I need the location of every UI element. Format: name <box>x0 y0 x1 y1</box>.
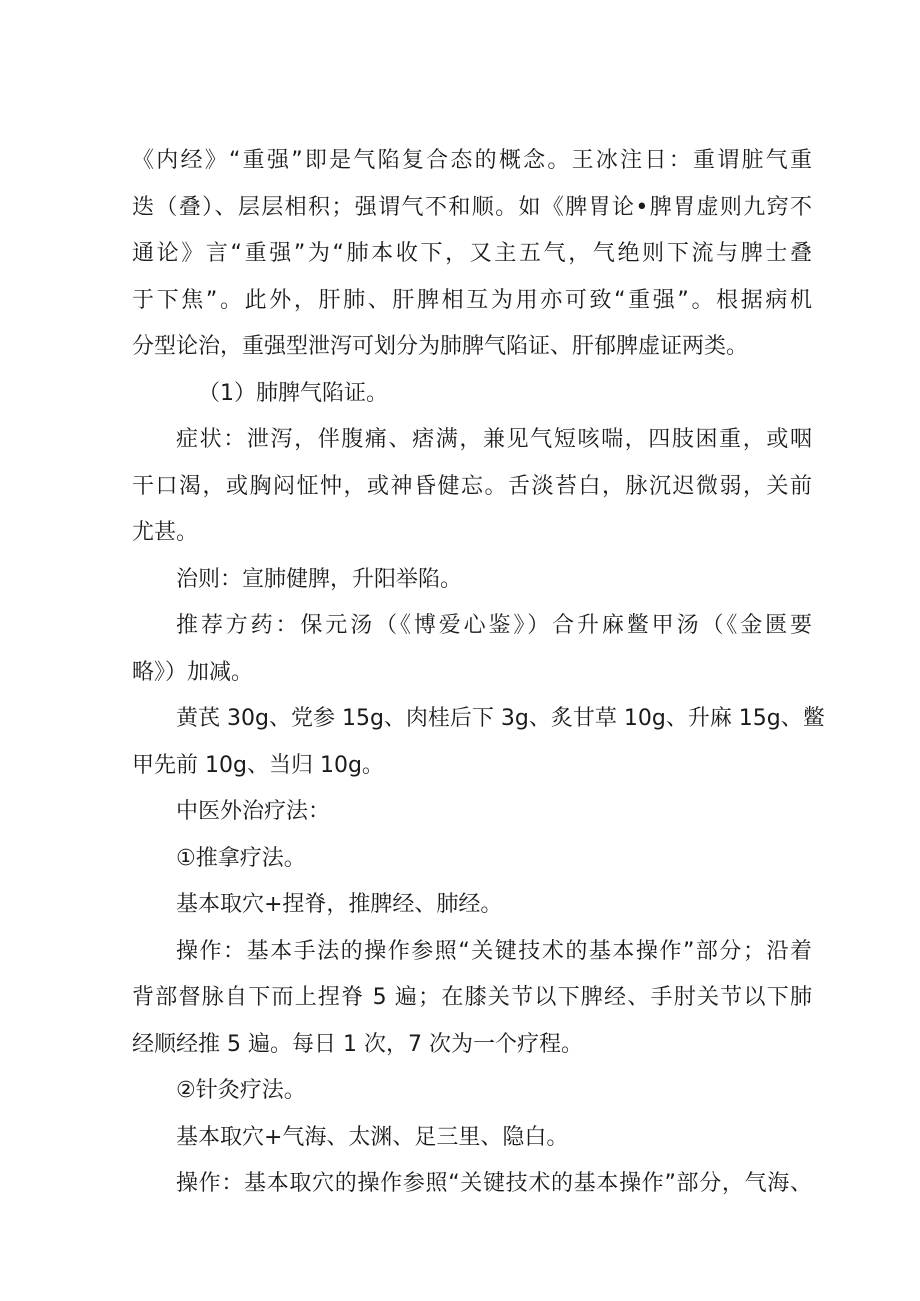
text-line: （1）肺脾气陷证。 <box>198 380 388 406</box>
text-line: 治则：宣肺健脾，升阳举陷。 <box>176 566 463 592</box>
section-heading <box>132 371 812 418</box>
paragraph-symptoms <box>132 417 812 557</box>
text-line: 推荐方药：保元汤（《博爱心鉴》）合升麻鳖甲汤（《金匮要 <box>176 613 812 638</box>
paragraph-massage-points <box>132 882 812 929</box>
text-line: 症状：泄泻，伴腹痛、痞满，兼见气短咳喘，四肢困重，或咽 <box>176 427 812 452</box>
text-line: 通论》言“重强”为“肺本收下，又主五气，气绝则下流与脾士叠 <box>132 241 812 266</box>
paragraph-massage-operation <box>132 929 812 1069</box>
text-line: 背部督脉自下而上捏脊 5 遍；在膝关节以下脾经、手肘关节以下肺 <box>132 985 812 1010</box>
paragraph-herbs <box>132 696 825 789</box>
text-line: 尤甚。 <box>132 520 199 545</box>
text-line: 操作：基本手法的操作参照“关键技术的基本操作”部分；沿着 <box>176 938 812 964</box>
paragraph-acupuncture-points <box>132 1115 812 1162</box>
text-line: ②针灸疗法。 <box>176 1078 306 1103</box>
text-line: 干口渴，或胸闷怔忡，或神昏健忘。舌淡苔白，脉沉迟微弱，关前 <box>132 473 812 499</box>
text-line: 甲先前 10g、当归 10g。 <box>132 752 384 778</box>
text-line: 分型论治，重强型泄泻可划分为肺脾气陷证、肝郁脾虚证两类。 <box>132 334 749 359</box>
paragraph-principle <box>132 557 812 604</box>
paragraph-acupuncture-title <box>132 1068 812 1115</box>
paragraph-external-title <box>132 789 812 836</box>
text-line: 操作：基本取穴的操作参照“关键技术的基本操作”部分，气海、 <box>176 1171 812 1196</box>
paragraph-formula <box>132 603 812 696</box>
paragraph-intro <box>132 138 812 371</box>
document-body <box>132 138 825 1208</box>
text-line: 中医外治疗法： <box>176 799 331 824</box>
text-line: 基本取穴+捏脊，推脾经、肺经。 <box>176 892 503 917</box>
text-line: 略》）加减。 <box>132 659 254 685</box>
text-line: 经顺经推 5 遍。每日 1 次，7 次为一个疗程。 <box>132 1031 583 1057</box>
text-line: ①推拿疗法。 <box>176 845 306 871</box>
text-line: 于下焦”。此外，肝肺、肝脾相互为用亦可致“重强”。根据病机 <box>132 287 812 313</box>
text-line: 《内经》“重强”即是气陷复合态的概念。王冰注日：重谓脏气重 <box>132 148 812 173</box>
text-line: 迭（叠）、层层相积；强谓气不和顺。如《脾胃论•脾胃虚则九窍不 <box>132 194 812 220</box>
text-line: 基本取穴+气海、太渊、足三里、隐白。 <box>176 1124 569 1150</box>
paragraph-massage-title <box>132 836 812 883</box>
text-line: 黄芪 30g、党参 15g、肉桂后下 3g、炙甘草 10g、升麻 15g、鳖 <box>176 706 825 731</box>
paragraph-acupuncture-operation <box>132 1161 812 1208</box>
